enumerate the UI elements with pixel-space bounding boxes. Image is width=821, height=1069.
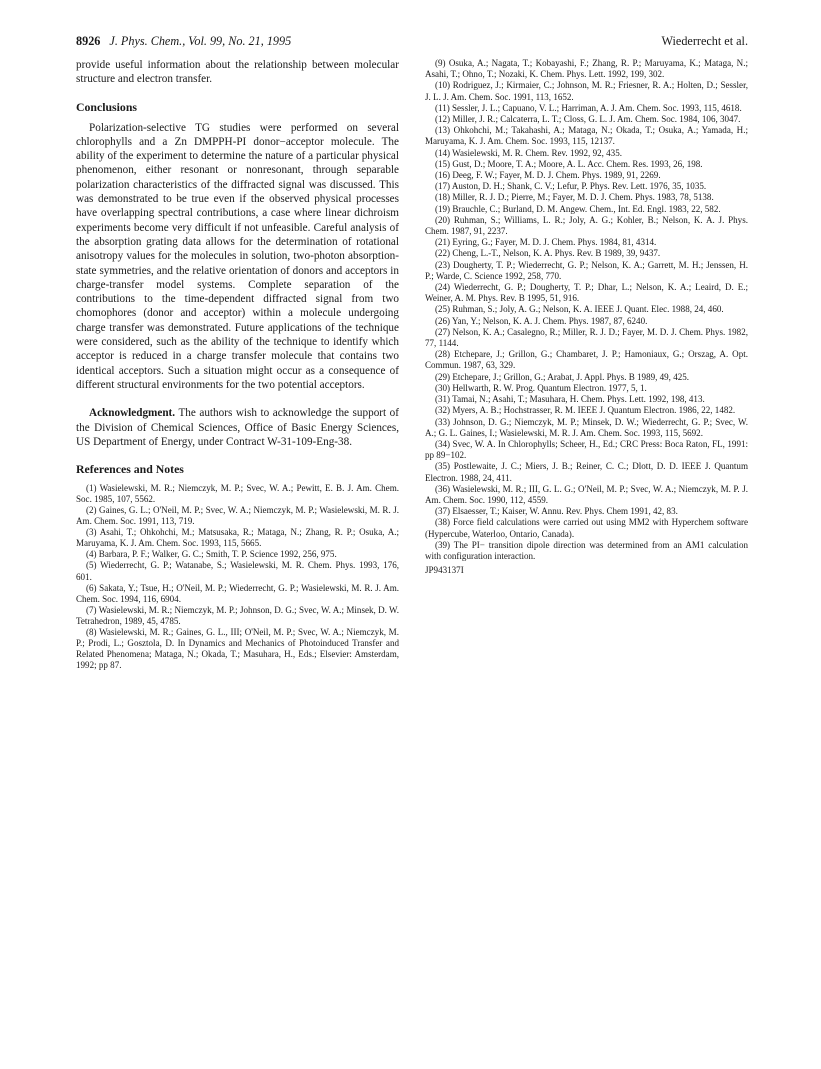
reference-item: (2) Gaines, G. L.; O'Neil, M. P.; Svec, W. A.; Niemczyk, M. P.; Wasielewski, M. R. J. Am. Chem. Soc. 1991, 113, 719. (76, 505, 399, 527)
left-column (76, 58, 399, 671)
reference-item: (31) Tamai, N.; Asahi, T.; Masuhara, H. Chem. Phys. Lett. 1992, 198, 413. (435, 394, 705, 405)
reference-item: (35) Postlewaite, J. C.; Miers, J. B.; Reiner, C. C.; Dlott, D. D. IEEE J. Quantum Electron. 1988, 24, 411. (425, 461, 748, 483)
acknowledgment-text: The authors wish to acknowledge the support of the Division of Chemical Sciences, Office of Basic Energy Sciences, US Department of Energy, under Contract W-31-109-Eng-38. (76, 407, 399, 448)
page-number: 8926 (76, 34, 101, 48)
reference-item: (29) Etchepare, J.; Grillon, G.; Arabat, J. Appl. Phys. B 1989, 49, 425. (435, 371, 690, 382)
reference-item: (8) Wasielewski, M. R.; Gaines, G. L., III; O'Neil, M. P.; Svec, W. A.; Niemczyk, M. P.; Prodi, L.; Gosztola, D. In Dynamics and Mechanics of Photoinduced Transfer and Related Phenomena; Mataga, N.; Okada, T.; Masuhara, H., Eds.; Elsevier: Amsterdam, 1992; pp 87. (76, 626, 399, 670)
reference-item: (7) Wasielewski, M. R.; Niemczyk, M. P.; Johnson, D. G.; Svec, W. A.; Minsek, D. W. Tetrahedron, 1989, 45, 4785. (76, 604, 399, 626)
reference-item: (9) Osuka, A.; Nagata, T.; Kobayashi, F.; Zhang, R. P.; Maruyama, K.; Mataga, N.; Asahi, T.; Ohno, T.; Nozaki, K. Chem. Phys. Lett. 1992, 199, 302. (425, 58, 748, 80)
reference-item: (20) Ruhman, S.; Williams, L. R.; Joly, A. G.; Kohler, B.; Nelson, K. A. J. Phys. Chem. 1987, 91, 2237. (425, 214, 748, 237)
reference-item: (24) Wiederrecht, G. P.; Dougherty, T. P.; Dhar, L.; Nelson, K. A.; Leaird, D. E.; Weiner, A. M. Phys. Rev. B 1995, 51, 916. (425, 282, 748, 304)
reference-item: (4) Barbara, P. F.; Walker, G. C.; Smith, T. P. Science 1992, 256, 975. (86, 549, 337, 560)
conclusions-paragraph: Polarization-selective TG studies were performed on several chlorophylls and a Zn DMPPH-PI donor−acceptor molecule. The ability of the experiment to determine the nature of a particular physical phenomenon, either resonant or nonresonant, through separable polarization characteristics of the diffracted signal was discussed. This was demonstrated to be true even if the observed physical processes have overlapping spectral contributions, a case where linear dichroism experiments become very difficult if not unfeasible. Careful analysis of the absorption grating data allows for the determination of rotational anisotropy values for the molecules in solution, two-photon absorption-state symmetries, and the relative orientation of donors and acceptors in charge-transfer model systems. Complete separation of the contributions to the time-dependent diffracted signal from two chomophores (donor and acceptor) within a molecule undergoing charge transfer was demonstrated. Future applications of the technique were considered, such as the ability of the technique to identify which acceptor is reduced in a charge transfer molecule that contains two identical acceptors. Such a situation might occur as a consequence of different structural environments for the two potential acceptors. (76, 121, 399, 391)
reference-list-left (76, 483, 399, 671)
reference-item: (13) Ohkohchi, M.; Takahashi, A.; Mataga, N.; Okada, T.; Osuka, A.; Yamada, H.; Maruyama, K. J. Am. Chem. Soc. 1993, 115, 12137. (425, 125, 748, 147)
reference-item: (3) Asahi, T.; Ohkohchi, M.; Matsusaka, R.; Mataga, N.; Zhang, R. P.; Osuka, A.; Maruyama, K. J. Am. Chem. Soc. 1993, 115, 5665. (76, 527, 399, 549)
reference-item: (12) Miller, J. R.; Calcaterra, L. T.; Closs, G. L. J. Am. Chem. Soc. 1984, 106, 3047. (435, 114, 741, 125)
reference-item: (11) Sessler, J. L.; Capuano, V. L.; Harriman, A. J. Am. Chem. Soc. 1993, 115, 4618. (435, 102, 742, 113)
reference-list-right (425, 58, 748, 562)
journal-citation: J. Phys. Chem., Vol. 99, No. 21, 1995 (109, 34, 292, 48)
reference-item: (39) The PI− transition dipole direction was determined from an AM1 calculation with configuration interaction. (425, 539, 748, 561)
intro-tail-paragraph: provide useful information about the relationship between molecular structure and electron transfer. (76, 59, 399, 86)
conclusions-heading: Conclusions (76, 99, 137, 114)
reference-item: (16) Deeg, F. W.; Fayer, M. D. J. Chem. Phys. 1989, 91, 2269. (435, 170, 661, 181)
reference-item: (21) Eyring, G.; Fayer, M. D. J. Chem. Phys. 1984, 81, 4314. (435, 237, 657, 248)
right-column (425, 58, 748, 576)
reference-item: (18) Miller, R. J. D.; Pierre, M.; Fayer, M. D. J. Chem. Phys. 1983, 78, 5138. (435, 192, 714, 203)
reference-item: (6) Sakata, Y.; Tsue, H.; O'Neil, M. P.; Wiederrecht, G. P.; Wasielewski, M. R. J. Am. Chem. Soc. 1994, 116, 6904. (76, 582, 399, 604)
reference-item: (14) Wasielewski, M. R. Chem. Rev. 1992, 92, 435. (435, 147, 622, 158)
reference-item: (27) Nelson, K. A.; Casalegno, R.; Miller, R. J. D.; Fayer, M. D. J. Chem. Phys. 1982, 77, 1144. (425, 326, 748, 349)
reference-item: (5) Wiederrecht, G. P.; Watanabe, S.; Wasielewski, M. R. Chem. Phys. 1993, 176, 601. (76, 560, 399, 582)
reference-item: (30) Hellwarth, R. W. Prog. Quantum Electron. 1977, 5, 1. (435, 382, 647, 393)
manuscript-code: JP943137I (425, 565, 464, 576)
reference-item: (22) Cheng, L.-T., Nelson, K. A. Phys. Rev. B 1989, 39, 9437. (435, 248, 661, 259)
reference-item: (26) Yan, Y.; Nelson, K. A. J. Chem. Phys. 1987, 87, 6240. (435, 315, 648, 326)
reference-item: (1) Wasielewski, M. R.; Niemczyk, M. P.; Svec, W. A.; Pewitt, E. B. J. Am. Chem. Soc. 1985, 107, 5562. (76, 483, 399, 505)
reference-item: (25) Ruhman, S.; Joly, A. G.; Nelson, K. A. IEEE J. Quant. Elec. 1988, 24, 460. (435, 304, 724, 315)
reference-item: (17) Auston, D. H.; Shank, C. V.; Lefur, P. Phys. Rev. Lett. 1976, 35, 1035. (435, 181, 707, 192)
reference-item: (34) Svec, W. A. In Chlorophylls; Scheer, H., Ed.; CRC Press: Boca Raton, FL, 1991: pp 89−102. (425, 438, 748, 461)
reference-item: (38) Force field calculations were carried out using MM2 with Hyperchem software (Hypercube, Waterloo, Ontario, Canada). (425, 517, 748, 539)
acknowledgment-heading: Acknowledgment. (89, 407, 176, 420)
acknowledgment-paragraph (76, 406, 399, 449)
reference-item: (36) Wasielewski, M. R.; III, G. L. G.; O'Neil, M. P.; Svec, W. A.; Niemczyk, M. P. J. Am. Chem. Soc. 1990, 112, 4559. (425, 483, 748, 505)
reference-item: (28) Etchepare, J.; Grillon, G.; Chambaret, J. P.; Hamoniaux, G.; Orszag, A. Opt. Commun. 1987, 63, 329. (425, 349, 748, 371)
reference-item: (15) Gust, D.; Moore, T. A.; Moore, A. L. Acc. Chem. Res. 1993, 26, 198. (435, 158, 703, 169)
running-authors: Wiederrecht et al. (661, 34, 748, 48)
reference-item: (32) Myers, A. B.; Hochstrasser, R. M. IEEE J. Quantum Electron. 1986, 22, 1482. (435, 405, 736, 416)
reference-item: (37) Elsaesser, T.; Kaiser, W. Annu. Rev. Phys. Chem 1991, 42, 83. (435, 506, 678, 517)
reference-item: (33) Johnson, D. G.; Niemczyk, M. P.; Minsek, D. W.; Wiederrecht, G. P.; Svec, W. A.; G. L. Gaines, I.; Wasielewski, M. R. J. Am. Chem. Soc. 1993, 115, 5692. (425, 416, 748, 438)
references-heading: References and Notes (76, 462, 184, 477)
running-header (76, 32, 748, 50)
reference-item: (19) Brauchle, C.; Burland, D. M. Angew. Chem., Int. Ed. Engl. 1983, 22, 582. (435, 203, 721, 214)
reference-item: (10) Rodriguez, J.; Kirmaier, C.; Johnson, M. R.; Friesner, R. A.; Holten, D.; Sessler, J. L. J. Am. Chem. Soc. 1991, 113, 1652. (425, 80, 748, 102)
reference-item: (23) Dougherty, T. P.; Wiederrecht, G. P.; Nelson, K. A.; Garrett, M. H.; Jenssen, H. P.; Warde, C. Science 1992, 258, 770. (425, 259, 748, 281)
